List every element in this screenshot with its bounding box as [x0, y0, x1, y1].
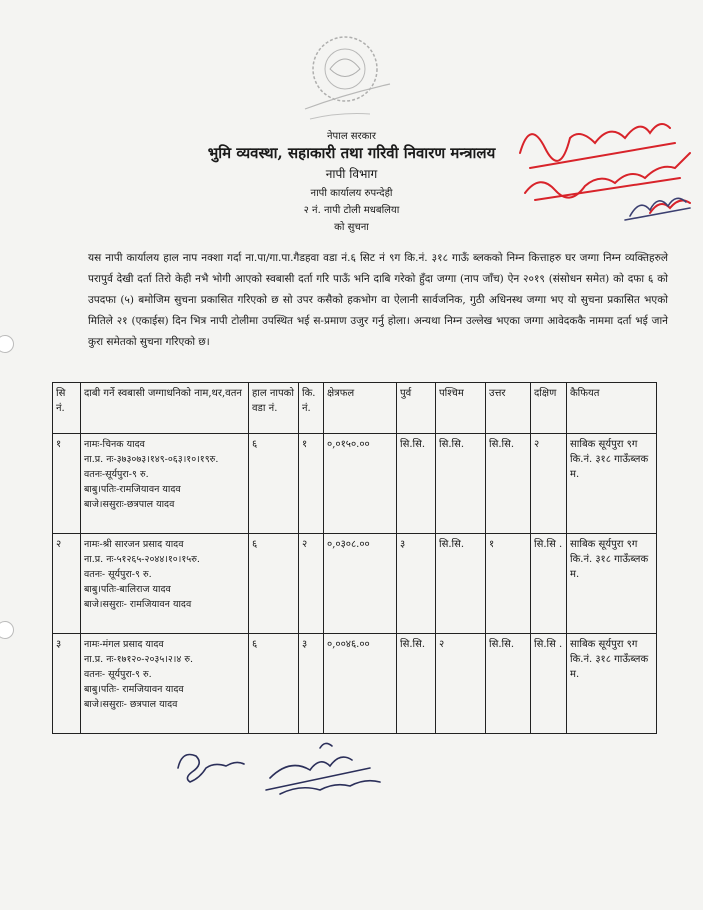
citizenship-number: ना.प्र. नः-३७३०७३।१४९-०६३।१०।१९रु. — [84, 454, 219, 465]
team-name: २ नं. नापी टोली मधबलिया — [303, 205, 400, 216]
area-cell: ०,०१५०.०० — [324, 434, 397, 534]
table-row — [53, 434, 657, 534]
area-cell: ०,००४६.०० — [324, 634, 397, 734]
father-name: बाबु।पतिः-बालिराज यादव — [84, 584, 171, 595]
ministry-name: भुमि व्यवस्था, सहाकारी तथा गरिवी निवारण मन्त्रालय — [207, 144, 496, 162]
father-name: बाबु।पतिः-रामजियावन यादव — [84, 484, 181, 495]
area-cell: ०,०३०८.०० — [324, 534, 397, 634]
east-cell: ३ — [397, 534, 436, 634]
south-cell: २ — [531, 434, 567, 534]
father-name: बाबु।पतिः- रामजियावन यादव — [84, 684, 184, 695]
citizenship-number: ना.प्र. नः-१७१२०-२०३५।२।४ रु. — [84, 654, 194, 665]
grandfather-name: बाजे।ससुराः- छत्रपाल यादव — [84, 699, 178, 710]
serial-cell: १ — [53, 434, 81, 534]
ward-cell: ६ — [249, 434, 299, 534]
handwritten-red-note — [500, 98, 700, 228]
address: वतनः-सूर्यपुरा-९ रु. — [84, 469, 149, 480]
north-cell: सि.सि. — [486, 634, 531, 734]
land-claims-table — [52, 382, 657, 734]
table-row — [53, 534, 657, 634]
table-header-row — [53, 383, 657, 434]
punch-hole — [0, 335, 14, 353]
government-seal-icon — [290, 24, 400, 134]
punch-hole — [0, 621, 14, 639]
grandfather-name: बाजे।ससुराः-छत्रपाल यादव — [84, 499, 175, 510]
serial-cell: २ — [53, 534, 81, 634]
header-cell: हाल नापको वडा नं. — [249, 383, 299, 434]
north-cell: सि.सि. — [486, 434, 531, 534]
header-cell: क्षेत्रफल — [324, 383, 397, 434]
remarks-cell: साबिक सूर्यपुरा ९ग कि.नं. ३१८ गाऊँब्लक म. — [567, 534, 657, 634]
claimant-name: नामः-श्री सारजन प्रसाद यादव — [84, 539, 184, 550]
kitta-cell: ३ — [299, 634, 324, 734]
grandfather-name: बाजे।ससुराः- रामजियावन यादव — [84, 599, 192, 610]
south-cell: सि.सि . — [531, 634, 567, 734]
government-name: नेपाल सरकार — [327, 131, 376, 142]
west-cell: २ — [436, 634, 486, 734]
remarks-cell: साबिक सूर्यपुरा ९ग कि.नं. ३१८ गाऊँब्लक म. — [567, 434, 657, 534]
document-title: को सुचना — [334, 222, 369, 233]
west-cell: सि.सि. — [436, 434, 486, 534]
claimant-name: नामः-मंगल प्रसाद यादव — [84, 639, 164, 650]
north-cell: १ — [486, 534, 531, 634]
serial-cell: ३ — [53, 634, 81, 734]
header-cell: पश्चिम — [436, 383, 486, 434]
claimant-info-cell — [81, 534, 249, 634]
kitta-cell: २ — [299, 534, 324, 634]
claimant-name: नामः-चिनक यादव — [84, 439, 145, 450]
header-cell: दाबी गर्ने स्वबासी जग्गाधनिको नाम,थर,वतन — [81, 383, 249, 434]
remarks-cell: साबिक सूर्यपुरा ९ग कि.नं. ३१८ गाऊँब्लक म. — [567, 634, 657, 734]
header-cell: कि. नं. — [299, 383, 324, 434]
header-cell: सि नं. — [53, 383, 81, 434]
south-cell: सि.सि . — [531, 534, 567, 634]
header-cell: पुर्व — [397, 383, 436, 434]
kitta-cell: १ — [299, 434, 324, 534]
claimant-info-cell — [81, 434, 249, 534]
office-name: नापी कार्यालय रुपन्देही — [310, 188, 393, 199]
ward-cell: ६ — [249, 634, 299, 734]
address: वतनः- सूर्यपुरा-९ रु. — [84, 569, 152, 580]
header-cell: कैफियत — [567, 383, 657, 434]
east-cell: सि.सि. — [397, 434, 436, 534]
west-cell: सि.सि. — [436, 534, 486, 634]
department-name: नापी विभाग — [325, 167, 378, 181]
notice-paragraph: यस नापी कार्यालय हाल नाप नक्शा गर्दा ना.पा/गा.पा.गैडहवा वडा नं.६ सिट नं ९ग कि.नं. ३१८ गाऊँ ब्लकको निम्न कित्ताहरु घर जग्गा निम्न व्यक्तिहरुले परापुर्व देखी दर्ता तिरो केही नभै भोगी आएको स्वबासी दर्ता गरि पाऊँ भनि दाबि गरेको हुँदा जग्गा (नाप जाँच) ऐन २०१९ (संसोधन समेत) को दफा ६ को उपदफा (५) बमोजिम सुचना प्रकासित गरिएको छ सो उपर कसैको हकभोग वा ऐलानी सार्वजनिक, गुठी अधिनस्थ जग्गा भए यो सुचना प्रकासित भएको मितिले २१ (एकाईस) दिन भित्र नापी टोलीमा उपस्थित भई स-प्रमाण उजुर गर्नु होला। अन्यथा निम्न उल्लेख भएका जग्गा आवेदककै नाममा दर्ता भई जाने कुरा समेतको सुचना गरिएको छ। — [88, 252, 668, 348]
table-row — [53, 634, 657, 734]
ward-cell: ६ — [249, 534, 299, 634]
signature-marks — [170, 738, 400, 798]
claimant-info-cell — [81, 634, 249, 734]
east-cell: सि.सि. — [397, 634, 436, 734]
citizenship-number: ना.प्र. नः-५१२६५-२०४४।१०।१५रु. — [84, 554, 200, 565]
address: वतनः- सूर्यपुरा-९ रु. — [84, 669, 152, 680]
header-cell: उत्तर — [486, 383, 531, 434]
header-cell: दक्षिण — [531, 383, 567, 434]
